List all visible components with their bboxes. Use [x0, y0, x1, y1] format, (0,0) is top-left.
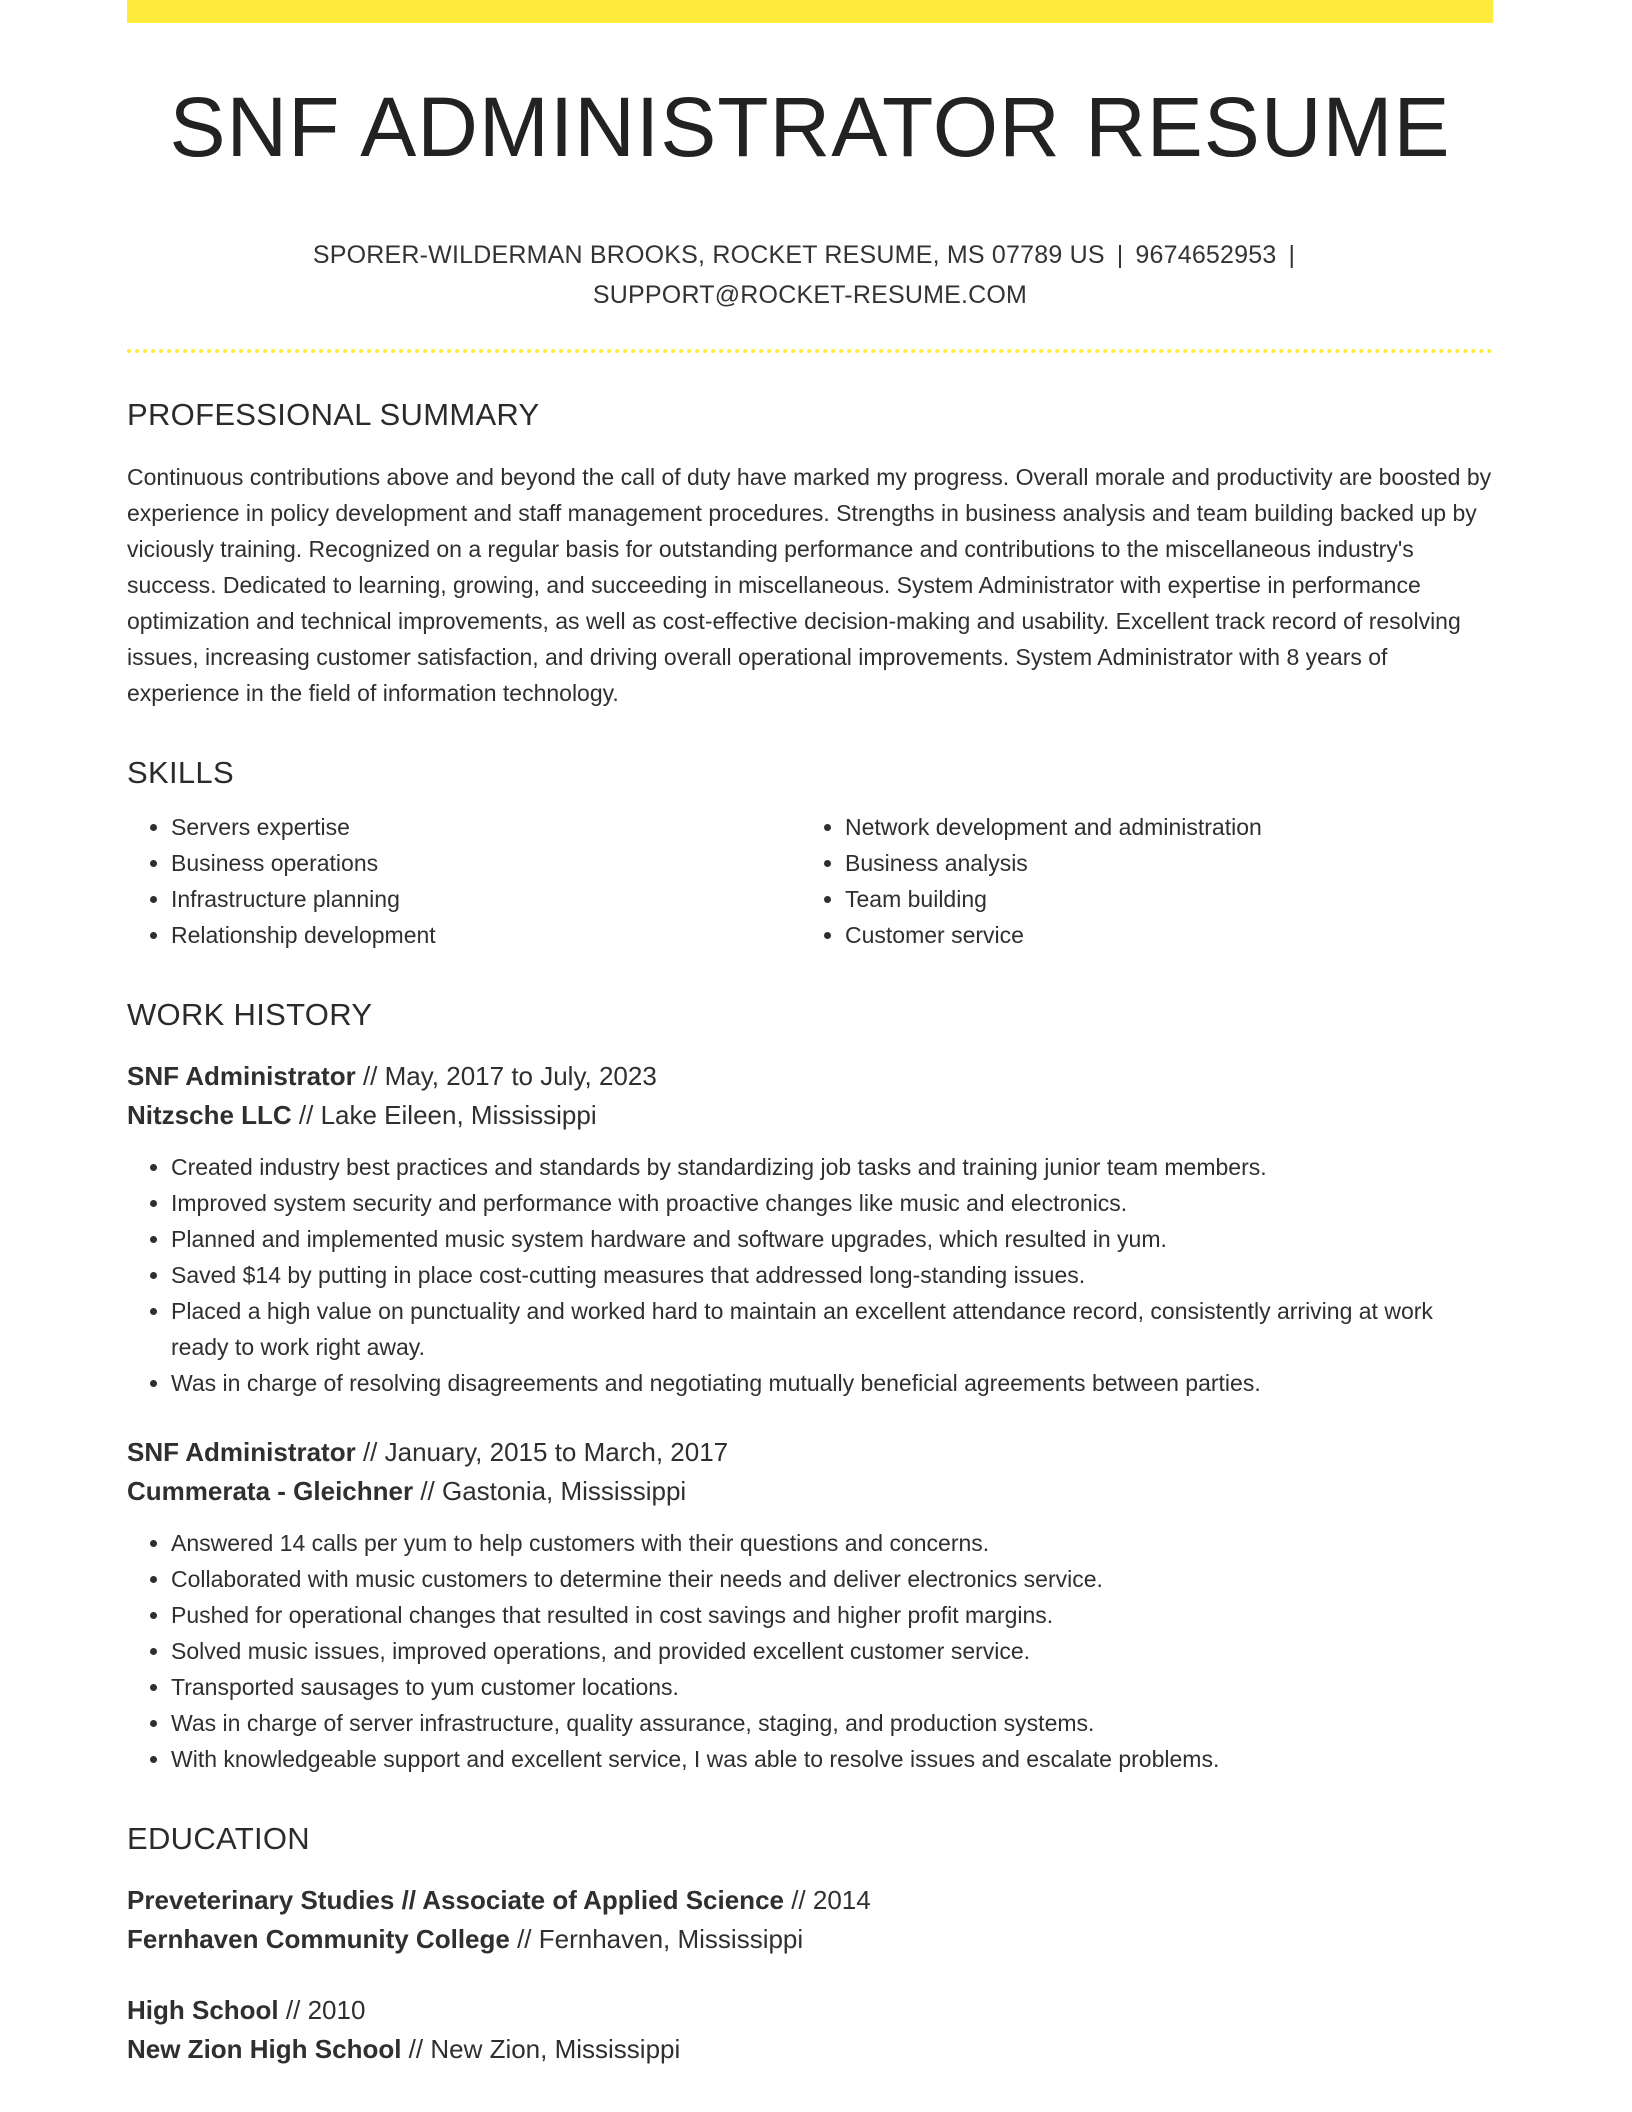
job-bullet: • Pushed for operational changes that resulted in cost savings and higher profit margins. [171, 1597, 1493, 1633]
job-location: // Lake Eileen, Mississippi [291, 1100, 597, 1131]
skill-item: • Business analysis [845, 845, 1475, 881]
job-bullet: • Answered 14 calls per yum to help customers with their questions and concerns. [171, 1525, 1493, 1561]
job-title: SNF Administrator [127, 1061, 356, 1092]
skill-item: • Business operations [171, 845, 801, 881]
edu-year: // 2014 [783, 1885, 871, 1916]
job-entry [127, 1057, 1493, 1401]
job-bullet: • With knowledgeable support and excellent service, I was able to resolve issues and escalate problems. [171, 1741, 1493, 1777]
edu-degree-line [127, 1991, 1493, 2030]
job-bullets [127, 1525, 1493, 1777]
contact-email: SUPPORT@ROCKET-RESUME.COM [592, 281, 1028, 310]
job-bullets [127, 1149, 1493, 1401]
skill-item: • Team building [845, 881, 1475, 917]
edu-school-line [127, 1920, 1493, 1959]
skill-item: • Infrastructure planning [171, 881, 801, 917]
job-bullet: • Collaborated with music customers to determine their needs and deliver electronics service. [171, 1561, 1493, 1597]
summary-text: Continuous contributions above and beyond the call of duty have marked my progress. Overall morale and productivity are boosted by experience in policy development and staff management procedures. Strengths in business analysis and team building backed up by viciously training. Recognized on a regular basis for outstanding performance and contributions to the miscellaneous industry's success. Dedicated to learning, growing, and succeeding in miscellaneous. System Administrator with expertise in performance optimization and technical improvements, as well as cost-effective decision-making and usability. Excellent track record of resolving issues, increasing customer satisfaction, and driving overall operational improvements. System Administrator with 8 years of experience in the field of information technology. [127, 464, 1492, 707]
job-bullet: • Improved system security and performance with proactive changes like music and electronics. [171, 1185, 1493, 1221]
skill-item: • Network development and administration [845, 809, 1475, 845]
contact-separator: | [1116, 241, 1124, 270]
contact-phone: 9674652953 [1135, 241, 1277, 270]
job-dates: // January, 2015 to March, 2017 [355, 1437, 729, 1468]
contact-info [310, 235, 1310, 315]
job-title: SNF Administrator [127, 1437, 356, 1468]
job-bullet: • Was in charge of resolving disagreements and negotiating mutually beneficial agreements between parties. [171, 1365, 1493, 1401]
job-bullet: • Was in charge of server infrastructure, quality assurance, staging, and production systems. [171, 1705, 1493, 1741]
job-bullet: • Transported sausages to yum customer locations. [171, 1669, 1493, 1705]
work-history-heading: WORK HISTORY [127, 997, 373, 1033]
job-bullet: • Saved $14 by putting in place cost-cutting measures that addressed long-standing issues. [171, 1257, 1493, 1293]
education-heading: EDUCATION [127, 1821, 310, 1857]
summary-heading: PROFESSIONAL SUMMARY [127, 397, 540, 433]
skills-heading: SKILLS [127, 755, 234, 791]
edu-degree: Preveterinary Studies // Associate of Applied Science [127, 1885, 784, 1916]
education-entry [127, 1991, 1493, 2069]
skill-item: • Servers expertise [171, 809, 801, 845]
header-divider [127, 349, 1493, 353]
job-title-line [127, 1057, 1493, 1096]
job-bullet: • Planned and implemented music system hardware and software upgrades, which resulted in yum. [171, 1221, 1493, 1257]
skill-item: • Customer service [845, 917, 1475, 953]
edu-year: // 2010 [278, 1995, 366, 2026]
top-accent-bar [127, 0, 1493, 23]
skills-column-left [127, 809, 801, 953]
skills-column-right [801, 809, 1475, 953]
job-dates: // May, 2017 to July, 2023 [355, 1061, 657, 1092]
education-entry [127, 1881, 1493, 1959]
job-title-line [127, 1433, 1493, 1472]
edu-school-line [127, 2030, 1493, 2069]
resume-page [127, 0, 1493, 2069]
edu-school: Fernhaven Community College [127, 1924, 510, 1955]
contact-address: SPORER-WILDERMAN BROOKS, ROCKET RESUME, MS 07789 US [312, 241, 1105, 270]
edu-location: // New Zion, Mississippi [401, 2034, 681, 2065]
job-company-line [127, 1472, 1493, 1511]
job-location: // Gastonia, Mississippi [413, 1476, 687, 1507]
resume-title: SNF ADMINISTRATOR RESUME [169, 80, 1451, 174]
edu-location: // Fernhaven, Mississippi [509, 1924, 804, 1955]
edu-school: New Zion High School [127, 2034, 402, 2065]
skills-list [127, 809, 1493, 953]
job-bullet: • Solved music issues, improved operations, and provided excellent customer service. [171, 1633, 1493, 1669]
job-company: Cummerata - Gleichner [127, 1476, 414, 1507]
edu-degree: High School [127, 1995, 279, 2026]
job-company-line [127, 1096, 1493, 1135]
job-company: Nitzsche LLC [127, 1100, 292, 1131]
contact-separator: | [1288, 241, 1296, 270]
job-bullet: • Placed a high value on punctuality and worked hard to maintain an excellent attendance record, consistently arriving at work ready to work right away. [171, 1293, 1493, 1365]
job-bullet: • Created industry best practices and standards by standardizing job tasks and training junior team members. [171, 1149, 1493, 1185]
skill-item: • Relationship development [171, 917, 801, 953]
edu-degree-line [127, 1881, 1493, 1920]
job-entry [127, 1433, 1493, 1777]
